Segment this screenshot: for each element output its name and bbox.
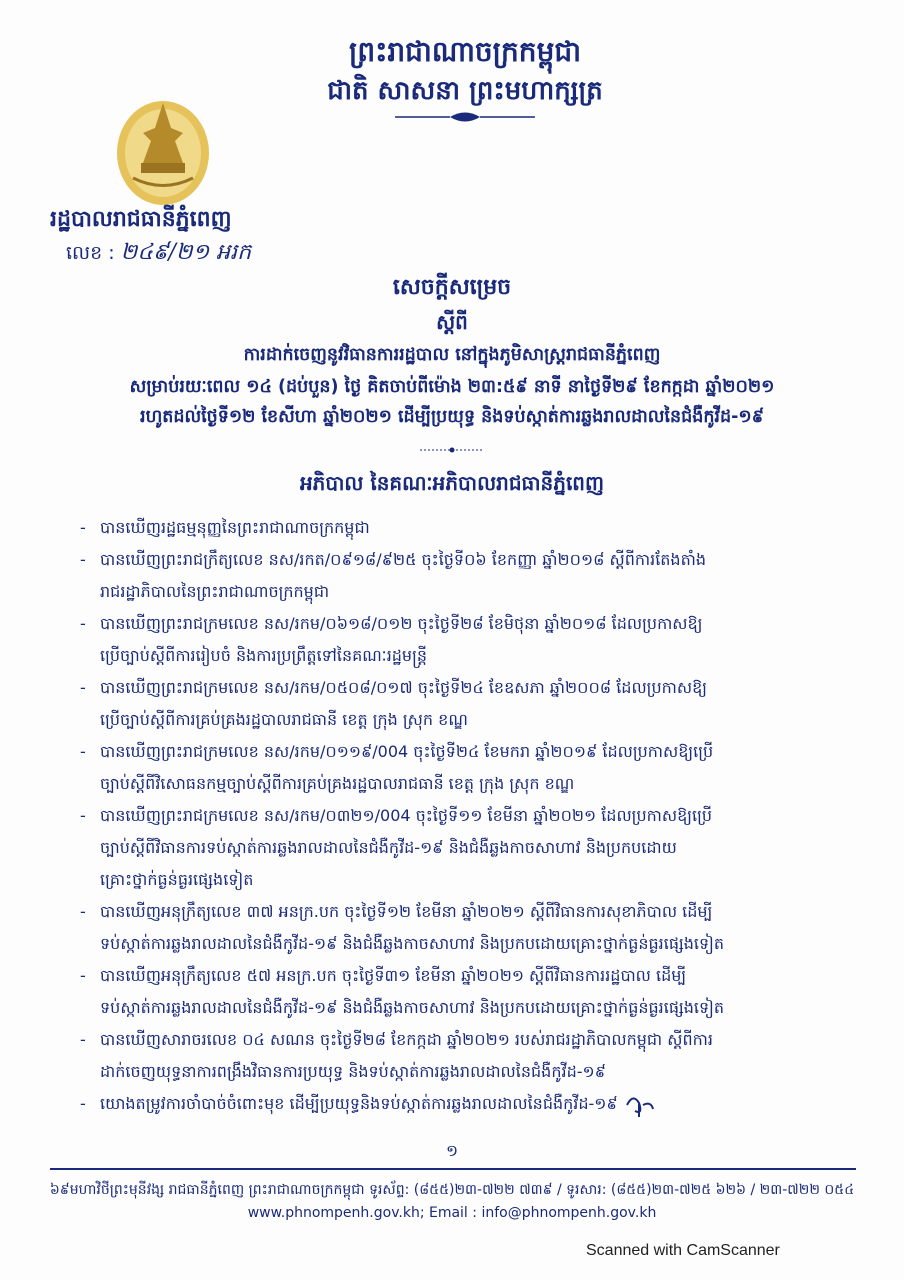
initials-signature (623, 1091, 657, 1119)
reference-label: លេខ : (66, 242, 115, 264)
reference-number (66, 238, 251, 270)
section-divider (420, 445, 484, 455)
list-item: - បានឃើញព្រះរាជក្រមលេខ នស/រកម/០១១៩/004 ចុះថ្ងៃទី២៤ ខែមករា ឆ្នាំ២០១៩ ដែលប្រកាសឱ្យប្រើ ច្បាប់ស្ដីពីវិសោធនកម្មច្បាប់ស្ដីពីការគ្រប់គ្រងរដ្ឋបាលរាជធានី ខេត្ត ក្រុង ស្រុក ខណ្ឌ (80, 742, 714, 793)
footer-address: ៦៩មហាវិថីព្រះមុនីវង្ស រាជធានីភ្នំពេញ ព្រះរាជាណាចក្រកម្ពុជា ទូរស័ព្ទ: (៨៥៥)២៣-៧២២ ៧៣៩ / ទូរសារ: (៨៥៥)២៣-៧២៥ ៦២៦ / ២៣-៧២២ ០៥៤ (49, 1182, 855, 1198)
list-item: - បានឃើញព្រះរាជក្រមលេខ នស/រកម/០៣២១/004 ចុះថ្ងៃទី១១ ខែមីនា ឆ្នាំ២០២១ ដែលប្រកាសឱ្យប្រើ ច្បាប់ស្ដីពីវិធានការទប់ស្កាត់ការឆ្លងរាលដាលនៃជំងឺកូវីដ-១៩ និងជំងឺឆ្លងកាចសាហាវ និងប្រកបដោយ គ្រោះថ្នាក់ធ្ងន់ធ្ងរផ្សេងទៀត (80, 806, 712, 889)
document-title: សេចក្ដីសម្រេច (392, 275, 512, 300)
list-item: - បានឃើញសារាចរលេខ ០៤ សណន ចុះថ្ងៃទី២៨ ខែកក្កដា ឆ្នាំ២០២១ របស់រាជរដ្ឋាភិបាលកម្ពុជា ស្ដីពីការ ដាក់ចេញយុទ្ធនាការពង្រឹងវិធានការប្រយុទ្ធ និងទប់ស្កាត់ការឆ្លងរាលដាលនៃជំងឺកូវីដ-១៩ (80, 1030, 713, 1081)
reference-value: ២៤៩/២១ អរក (120, 240, 252, 265)
list-item: - បានឃើញព្រះរាជក្រមលេខ នស/រកម/០៦១៨/០១២ ចុះថ្ងៃទី២៨ ខែមិថុនា ឆ្នាំ២០១៨ ដែលប្រកាសឱ្យ ប្រើច្បាប់ស្ដីពីការរៀបចំ និងការប្រព្រឹត្តទៅនៃគណៈរដ្ឋមន្ត្រី (80, 614, 703, 665)
list-item: - បានឃើញរដ្ឋធម្មនុញ្ញនៃព្រះរាជាណាចក្រកម្ពុជា (80, 518, 370, 537)
page-number: ១ (445, 1141, 459, 1160)
scanner-watermark: Scanned with CamScanner (586, 1242, 780, 1259)
legal-basis-list (80, 512, 840, 1120)
list-item: - បានឃើញអនុក្រឹត្យលេខ ៥៧ អនក្រ.បក ចុះថ្ងៃទី៣១ ខែមីនា ឆ្នាំ២០២១ ស្ដីពីវិធានការរដ្ឋបាល ដើម្បី ទប់ស្កាត់ការឆ្លងរាលដាលនៃជំងឺកូវីដ-១៩ និងជំងឺឆ្លងកាចសាហាវ និងប្រកបដោយគ្រោះថ្នាក់ធ្ងន់ធ្ងរផ្សេងទៀត (80, 966, 725, 1017)
list-item: - យោងតម្រូវការចាំបាច់ចំពោះមុខ ដើម្បីប្រយុទ្ធនិងទប់ស្កាត់ការឆ្លងរាលដាលនៃជំងឺកូវីដ-១៩ (80, 1088, 840, 1120)
list-item: - បានឃើញអនុក្រឹត្យលេខ ៣៧ អនក្រ.បក ចុះថ្ងៃទី១២ ខែមីនា ឆ្នាំ២០២១ ស្ដីពីវិធានការសុខាភិបាល ដើម្បី ទប់ស្កាត់ការឆ្លងរាលដាលនៃជំងឺកូវីដ-១៩ និងជំងឺឆ្លងកាចសាហាវ និងប្រកបដោយគ្រោះថ្នាក់ធ្ងន់ធ្ងរផ្សេងទៀត (80, 902, 725, 953)
motto-line-1: ព្រះរាជាណាចក្រកម្ពុជា (348, 35, 581, 68)
footer-web-email: www.phnompenh.gov.kh; Email : info@phnompenh.gov.kh (247, 1205, 657, 1221)
document-subject-label: ស្ដីពី (436, 310, 468, 334)
motto-line-2: ជាតិ សាសនា ព្រះមហាក្សត្រ (327, 76, 603, 106)
document-subject-line-1: ការដាក់ចេញនូវវិធានការរដ្ឋបាល នៅក្នុងភូមិសាស្ត្ររាជធានីភ្នំពេញ (243, 345, 661, 365)
document-subject-line-2: សម្រាប់រយៈពេល ១៤ (ដប់បួន) ថ្ងៃ គិតចាប់ពីម៉ោង ២៣:៥៩ នាទី នាថ្ងៃទី២៩ ខែកក្កដា ឆ្នាំ២០២១ (129, 377, 775, 397)
document-subject-line-3: រហូតដល់ថ្ងៃទី១២ ខែសីហា ឆ្នាំ២០២១ ដើម្បីប្រយុទ្ធ និងទប់ស្កាត់ការឆ្លងរាលដាលនៃជំងឺកូវីដ-១៩ (140, 407, 764, 427)
municipal-emblem-logo (113, 83, 213, 208)
footer-rule (50, 1168, 856, 1170)
issuing-authority: អភិបាល នៃគណៈអភិបាលរាជធានីភ្នំពេញ (299, 471, 605, 495)
organization-name: រដ្ឋបាលរាជធានីភ្នំពេញ (50, 207, 232, 232)
ornament-divider (395, 110, 535, 124)
list-item: - បានឃើញព្រះរាជក្រឹត្យលេខ នស/រកត/០៩១៨/៩២៥ ចុះថ្ងៃទី០៦ ខែកញ្ញា ឆ្នាំ២០១៨ ស្ដីពីការតែងតាំង រាជរដ្ឋាភិបាលនៃព្រះរាជាណាចក្រកម្ពុជា (80, 550, 706, 601)
list-item: - បានឃើញព្រះរាជក្រមលេខ នស/រកម/០៥០៨/០១៧ ចុះថ្ងៃទី២៤ ខែឧសភា ឆ្នាំ២០០៨ ដែលប្រកាសឱ្យ ប្រើច្បាប់ស្ដីពីការគ្រប់គ្រងរដ្ឋបាលរាជធានី ខេត្ត ក្រុង ស្រុក ខណ្ឌ (80, 678, 707, 729)
